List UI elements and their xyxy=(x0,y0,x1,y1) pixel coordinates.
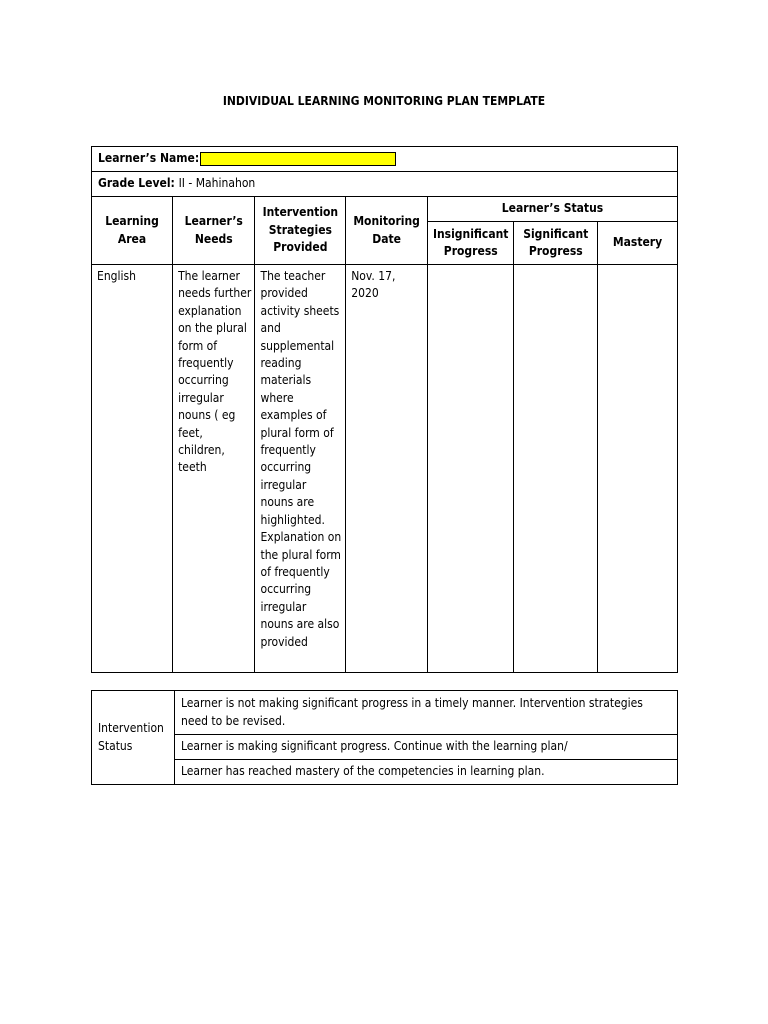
monitoring-plan-table xyxy=(91,146,678,673)
intervention-status-table xyxy=(91,690,678,785)
status-option-mastery[interactable]: Learner has reached mastery of the competencies in learning plan. xyxy=(174,760,677,785)
cell-monitoring-date: Nov. 17, 2020 xyxy=(346,265,428,673)
learner-name-field[interactable] xyxy=(200,152,396,166)
header-learning-area: Learning Area xyxy=(92,197,173,265)
header-mastery: Mastery xyxy=(598,222,678,265)
cell-insignificant-progress[interactable] xyxy=(427,265,513,673)
document-title: INDIVIDUAL LEARNING MONITORING PLAN TEMPLATE xyxy=(222,94,546,108)
grade-level-label: Grade Level: xyxy=(98,176,175,191)
header-insignificant-progress: Insignificant Progress xyxy=(427,222,513,265)
intervention-status-label: Intervention Status xyxy=(92,691,175,785)
header-learners-status: Learner’s Status xyxy=(427,197,677,222)
learner-name-row xyxy=(92,147,678,172)
cell-intervention-strategies: The teacher provided activity sheets and supplemental reading materials where examples of plural form of frequently occurring irregular nouns are highlighted. Explanation on the plural form of frequently occurring irregular nouns are also provided xyxy=(255,265,346,673)
cell-significant-progress[interactable] xyxy=(514,265,598,673)
cell-learners-needs: The learner needs further explanation on the plural form of frequently occurring irregular nouns ( eg feet, children, teeth xyxy=(173,265,255,673)
header-learners-needs: Learner’s Needs xyxy=(173,197,255,265)
header-monitoring-date: Monitoring Date xyxy=(346,197,428,265)
header-significant-progress: Significant Progress xyxy=(514,222,598,265)
status-option-significant[interactable]: Learner is making significant progress. Continue with the learning plan/ xyxy=(174,735,677,760)
grade-level-value: II - Mahinahon xyxy=(178,176,256,191)
header-intervention-strategies: Intervention Strategies Provided xyxy=(255,197,346,265)
cell-learning-area: English xyxy=(92,265,173,673)
status-option-not-significant[interactable]: Learner is not making significant progress in a timely manner. Intervention strategies need to be revised. xyxy=(174,691,677,735)
learner-name-label: Learner’s Name: xyxy=(98,151,200,166)
grade-level-row xyxy=(92,172,678,197)
cell-mastery[interactable] xyxy=(598,265,678,673)
